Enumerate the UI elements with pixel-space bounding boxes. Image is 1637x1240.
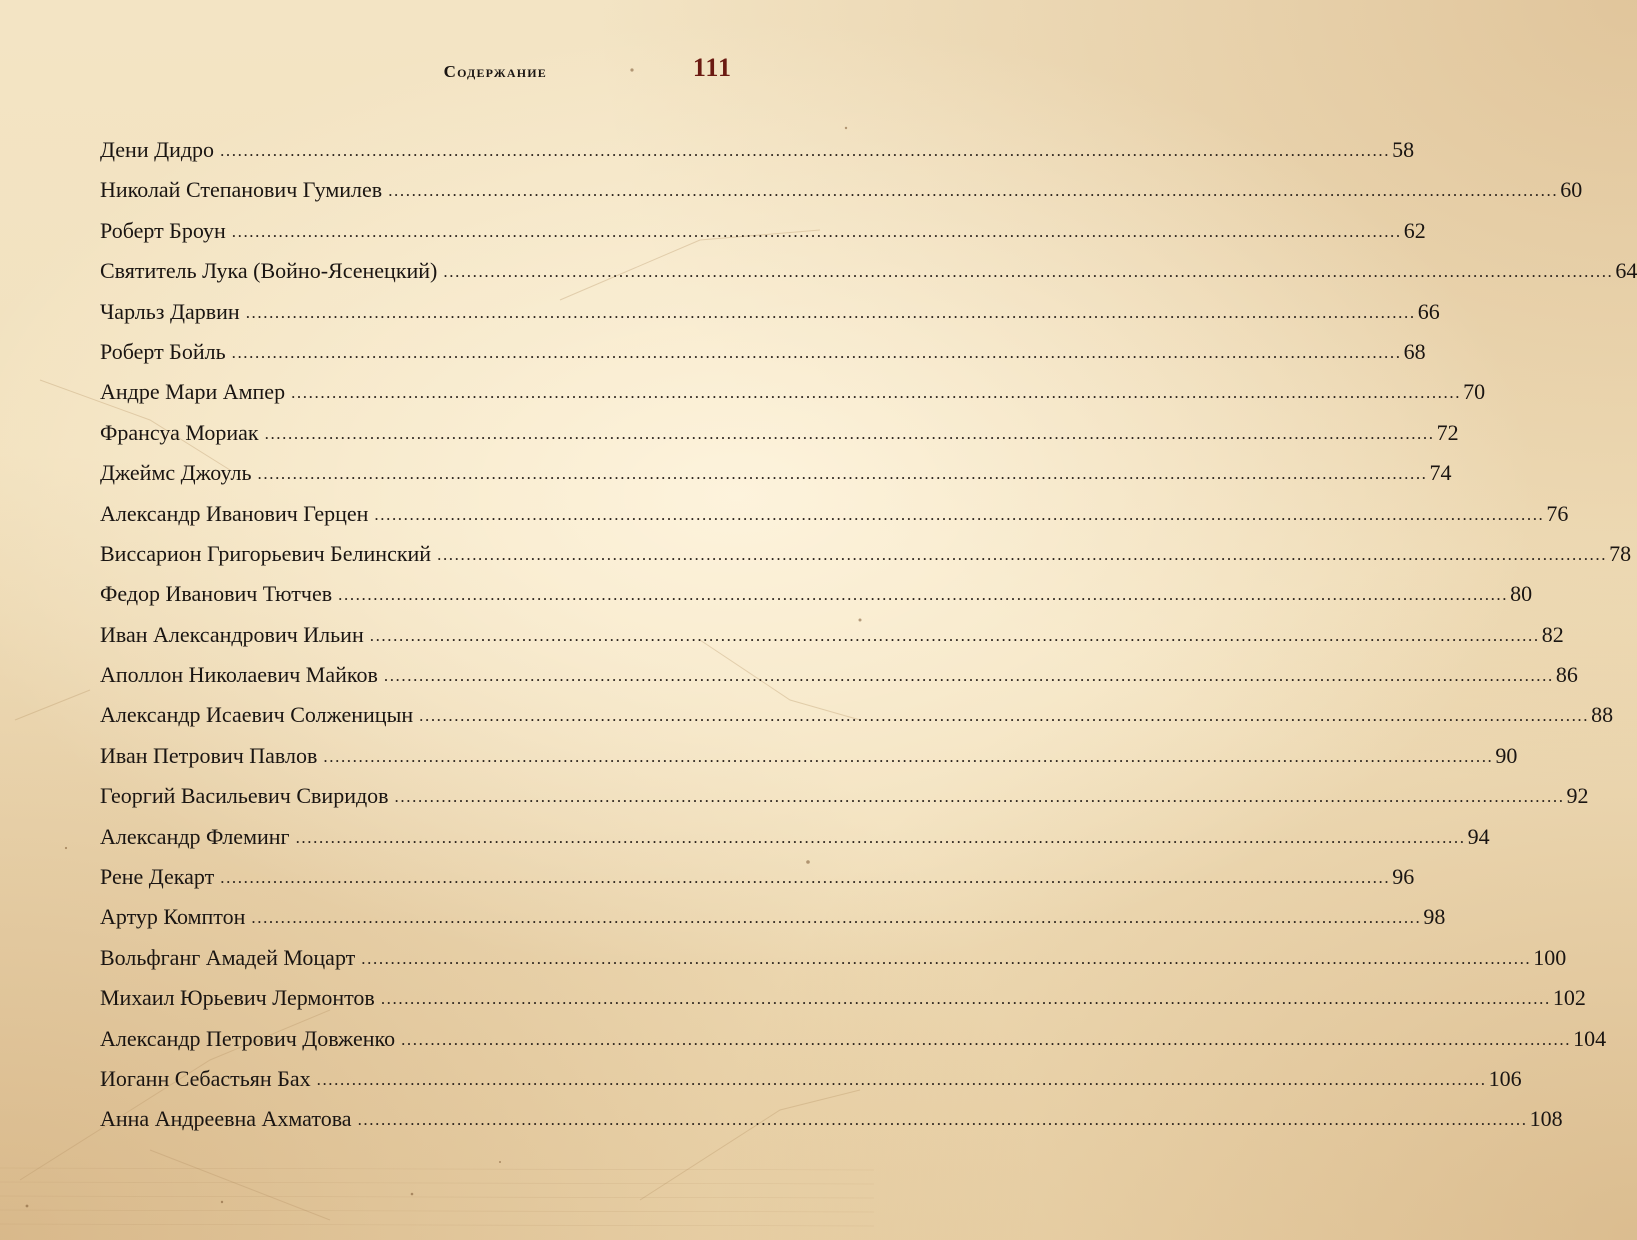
dot-leader: ........................................................................................................................................................................................................	[291, 383, 1462, 403]
dot-leader: ........................................................................................................................................................................................................	[231, 342, 1402, 362]
dot-leader: ........................................................................................................................................................................................................	[361, 948, 1532, 968]
toc-entry[interactable]	[100, 130, 1415, 170]
toc-entry-name: Михаил Юрьевич Лермонтов	[100, 985, 375, 1011]
toc-entry[interactable]	[100, 655, 1578, 695]
dot-leader: ........................................................................................................................................................................................................	[388, 181, 1559, 201]
toc-entry-name: Георгий Васильевич Свиридов	[100, 783, 389, 809]
toc-entry-page: 78	[1609, 540, 1632, 566]
toc-entry-name: Иван Петрович Павлов	[100, 742, 318, 768]
toc-entry[interactable]	[100, 695, 1614, 735]
table-of-contents	[100, 130, 1637, 1140]
toc-entry-name: Александр Петрович Довженко	[100, 1025, 396, 1051]
toc-entry-page: 80	[1510, 581, 1533, 607]
toc-entry-page: 64	[1615, 258, 1637, 284]
dot-leader: ........................................................................................................................................................................................................	[220, 868, 1391, 888]
toc-entry-page: 82	[1541, 621, 1564, 647]
toc-entry-name: Святитель Лука (Войно-Ясенецкий)	[100, 258, 438, 284]
dot-leader: ........................................................................................................................................................................................................	[323, 746, 1494, 766]
toc-entry-name: Александр Флеминг	[100, 823, 290, 849]
toc-entry-page: 66	[1417, 298, 1440, 324]
toc-entry-page: 108	[1529, 1106, 1563, 1132]
toc-entry[interactable]	[100, 897, 1446, 937]
toc-entry-page: 76	[1546, 500, 1569, 526]
toc-entry[interactable]	[100, 453, 1452, 493]
dot-leader: ........................................................................................................................................................................................................	[401, 1029, 1572, 1049]
toc-entry[interactable]	[100, 211, 1426, 251]
toc-entry-page: 72	[1436, 419, 1459, 445]
toc-entry-page: 96	[1392, 864, 1415, 890]
toc-entry-page: 62	[1403, 217, 1426, 243]
dot-leader: ........................................................................................................................................................................................................	[264, 423, 1435, 443]
dot-leader: ........................................................................................................................................................................................................	[257, 464, 1428, 484]
dot-leader: ........................................................................................................................................................................................................	[394, 787, 1565, 807]
toc-entry[interactable]	[100, 938, 1567, 978]
dot-leader: ........................................................................................................................................................................................................	[380, 989, 1551, 1009]
toc-entry-page: 70	[1463, 379, 1486, 405]
toc-entry-name: Рене Декарт	[100, 864, 215, 890]
dot-leader: ........................................................................................................................................................................................................	[295, 827, 1466, 847]
toc-entry-page: 100	[1533, 944, 1567, 970]
toc-entry[interactable]	[100, 817, 1490, 857]
toc-entry-page: 92	[1566, 783, 1589, 809]
toc-entry[interactable]	[100, 251, 1637, 291]
toc-entry-name: Иван Александрович Ильин	[100, 621, 364, 647]
toc-entry-name: Федор Иванович Тютчев	[100, 581, 333, 607]
toc-entry-page: 104	[1573, 1025, 1607, 1051]
toc-entry-page: 58	[1392, 137, 1415, 162]
toc-entry[interactable]	[100, 1019, 1607, 1059]
page-header	[0, 52, 874, 92]
page-number: 111	[692, 53, 732, 82]
toc-entry-name: Александр Исаевич Солженицын	[100, 702, 414, 728]
toc-entry-page: 88	[1591, 702, 1614, 728]
toc-entry[interactable]	[100, 1099, 1563, 1139]
toc-entry[interactable]	[100, 413, 1459, 453]
toc-entry-name: Андре Мари Ампер	[100, 379, 286, 405]
toc-entry-page: 90	[1495, 742, 1518, 768]
toc-entry-name: Аполлон Николаевич Майков	[100, 662, 378, 688]
toc-entry-name: Джеймс Джоуль	[100, 460, 252, 486]
dot-leader: ........................................................................................................................................................................................................	[443, 262, 1614, 282]
dot-leader: ........................................................................................................................................................................................................	[231, 221, 1402, 241]
dot-leader: ........................................................................................................................................................................................................	[419, 706, 1590, 726]
toc-entry-page: 98	[1423, 904, 1446, 930]
toc-entry-page: 102	[1552, 985, 1586, 1011]
toc-entry-name: Дени Дидро	[100, 137, 215, 162]
toc-entry[interactable]	[100, 736, 1518, 776]
toc-entry[interactable]	[100, 372, 1486, 412]
dot-leader: ........................................................................................................................................................................................................	[316, 1069, 1487, 1089]
toc-entry-name: Роберт Бойль	[100, 338, 226, 364]
toc-entry-name: Чарльз Дарвин	[100, 298, 240, 324]
toc-entry-page: 60	[1560, 177, 1583, 203]
toc-entry[interactable]	[100, 1059, 1522, 1099]
toc-entry-name: Вольфганг Амадей Моцарт	[100, 944, 356, 970]
toc-entry-page: 94	[1467, 823, 1490, 849]
dot-leader: ........................................................................................................................................................................................................	[369, 625, 1540, 645]
toc-entry-name: Виссарион Григорьевич Белинский	[100, 540, 432, 566]
toc-entry-name: Николай Степанович Гумилев	[100, 177, 383, 203]
toc-entry[interactable]	[100, 534, 1632, 574]
section-title: Содержание	[443, 62, 547, 81]
toc-entry[interactable]	[100, 170, 1583, 210]
dot-leader: ........................................................................................................................................................................................................	[220, 141, 1391, 160]
toc-entry-page: 86	[1555, 662, 1578, 688]
dot-leader: ........................................................................................................................................................................................................	[251, 908, 1422, 928]
toc-entry-page: 106	[1488, 1065, 1522, 1091]
toc-entry[interactable]	[100, 978, 1586, 1018]
toc-entry[interactable]	[100, 574, 1533, 614]
toc-entry[interactable]	[100, 776, 1589, 816]
toc-entry-name: Роберт Броун	[100, 217, 226, 243]
toc-entry-name: Анна Андреевна Ахматова	[100, 1106, 352, 1132]
toc-entry-name: Александр Иванович Герцен	[100, 500, 369, 526]
toc-entry-name: Франсуа Мориак	[100, 419, 259, 445]
toc-entry-page: 74	[1429, 460, 1452, 486]
dot-leader: ........................................................................................................................................................................................................	[245, 302, 1416, 322]
toc-entry-name: Иоганн Себастьян Бах	[100, 1065, 311, 1091]
toc-entry-page: 68	[1403, 338, 1426, 364]
dot-leader: ........................................................................................................................................................................................................	[338, 585, 1509, 605]
dot-leader: ........................................................................................................................................................................................................	[374, 504, 1545, 524]
toc-entry[interactable]	[100, 332, 1426, 372]
toc-entry-name: Артур Комптон	[100, 904, 246, 930]
dot-leader: ........................................................................................................................................................................................................	[437, 544, 1608, 564]
toc-entry[interactable]	[100, 857, 1415, 897]
toc-entry[interactable]	[100, 615, 1564, 655]
toc-entry[interactable]	[100, 292, 1440, 332]
dot-leader: ........................................................................................................................................................................................................	[357, 1110, 1528, 1130]
toc-entry[interactable]	[100, 494, 1569, 534]
dot-leader: ........................................................................................................................................................................................................	[383, 666, 1554, 686]
